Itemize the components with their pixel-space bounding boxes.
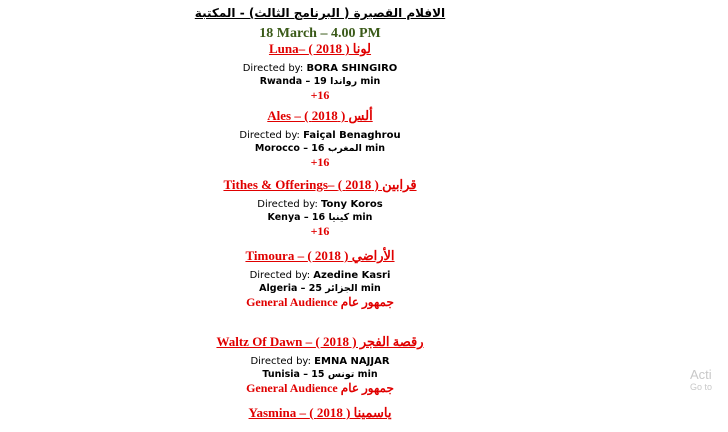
film-entry-luna	[0, 41, 640, 102]
film-origin: Kenya – كينيا 16 min	[267, 212, 373, 223]
director-name: Faiçal Benaghrou	[303, 130, 401, 141]
film-title: Tithes & Offerings– قرابين ( 2018 )	[223, 177, 417, 192]
film-title: Timoura – الأراضي ( 2018 )	[245, 248, 395, 263]
director-name: EMNA NAJJAR	[314, 356, 390, 367]
watermark-line-1: Acti	[690, 367, 712, 382]
film-origin: Rwanda – رواندا 19 min	[259, 76, 381, 87]
page-title	[0, 6, 640, 20]
film-rating: General Audience جمهور عام	[246, 381, 394, 395]
film-director-line	[0, 129, 640, 142]
film-title: Waltz Of Dawn – رقصة الفجر ( 2018 )	[216, 334, 424, 349]
film-rating: +16	[310, 224, 330, 238]
film-entry-ales	[0, 108, 640, 169]
program-title: الافلام القصيرة ( البرنامج الثالث) - المكتبة	[194, 6, 446, 20]
watermark-line-2: Go to	[690, 382, 713, 392]
film-rating: +16	[310, 155, 330, 169]
screening-date: 18 March – 4.00 PM	[259, 26, 381, 41]
film-entry-timoura	[0, 248, 640, 309]
director-label: Directed by:	[250, 356, 311, 367]
film-origin: Tunisia – تونس 15 min	[262, 369, 378, 380]
director-name: Tony Koros	[321, 199, 383, 210]
film-director-line	[0, 198, 640, 211]
director-label: Directed by:	[249, 270, 311, 281]
film-origin: Algeria – الجزائر 25 min	[259, 283, 381, 294]
film-entry-yasmina	[0, 405, 640, 421]
film-entry-waltz-of-dawn	[0, 334, 640, 395]
director-name: Azedine Kasri	[313, 270, 391, 281]
director-label: Directed by:	[239, 130, 300, 141]
director-label: Directed by:	[242, 63, 304, 74]
film-title: Ales – ألس ( 2018 )	[267, 108, 373, 123]
director-label: Directed by:	[257, 199, 318, 210]
activation-watermark	[690, 368, 712, 394]
film-director-line	[0, 269, 640, 282]
film-entry-tithes	[0, 177, 640, 238]
film-rating: General Audience جمهور عام	[246, 295, 394, 309]
film-director-line	[0, 62, 640, 75]
film-title: Luna– لونا ( 2018 )	[268, 41, 372, 56]
film-director-line	[0, 355, 640, 368]
film-title: Yasmina – ياسمينا ( 2018 )	[248, 405, 392, 420]
director-name: BORA SHINGIRO	[306, 63, 398, 74]
film-origin: Morocco – المغرب 16 min	[254, 143, 386, 154]
film-rating: +16	[310, 88, 330, 102]
